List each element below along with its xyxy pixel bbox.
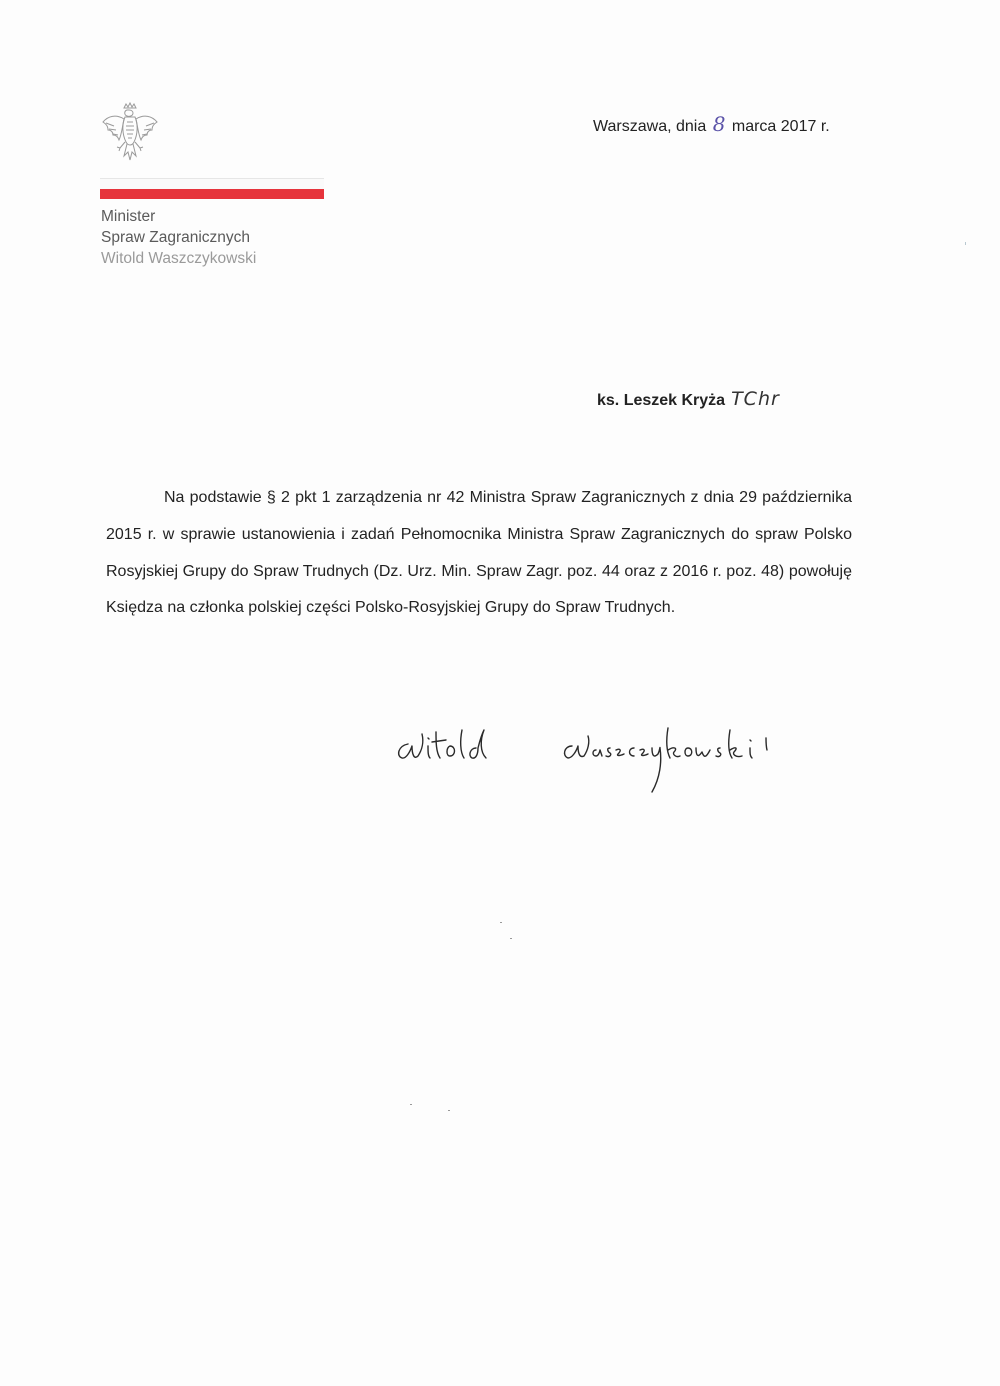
sender-block — [101, 206, 256, 269]
date-line — [593, 112, 830, 136]
handwritten-day: 8 — [712, 112, 726, 136]
letter-body-paragraph: Na podstawie § 2 pkt 1 zarządzenia nr 42 Ministra Spraw Zagranicznych z dnia 29 października 2015 r. w sprawie ustanowienia i zadań Pełnomocnika Ministra Spraw Zagranicznych do spraw Polsko Rosyjskiej Grupy do Spraw Trudnych (Dz. Urz. Min. Spraw Zagr. poz. 44 oraz z 2016 r. poz. 48) powołuję Księdza na członka polskiej części Polsko-Rosyjskiej Grupy do Spraw Trudnych. — [106, 489, 852, 617]
sender-name: Witold Waszczykowski — [101, 250, 257, 267]
addressee-name: ks. Leszek Kryża — [597, 392, 726, 409]
handwritten-signature-icon — [390, 706, 870, 806]
date-suffix: marca 2017 r. — [731, 118, 830, 135]
scan-speck — [500, 922, 502, 923]
handwritten-order-suffix: TChr — [731, 388, 780, 410]
scan-speck — [410, 1104, 412, 1105]
sender-title-line2: Spraw Zagranicznych — [101, 229, 251, 246]
addressee — [597, 388, 780, 410]
date-prefix: Warszawa, dnia — [593, 118, 707, 135]
sender-title-line1: Minister — [101, 208, 156, 225]
flag-white-band — [100, 178, 324, 189]
flag-red-band — [100, 189, 324, 199]
polish-eagle-emblem-icon — [100, 102, 160, 166]
scan-speck — [448, 1110, 450, 1111]
polish-flag-stripe — [100, 178, 324, 199]
scan-speck — [965, 242, 966, 245]
scan-speck — [510, 938, 512, 939]
